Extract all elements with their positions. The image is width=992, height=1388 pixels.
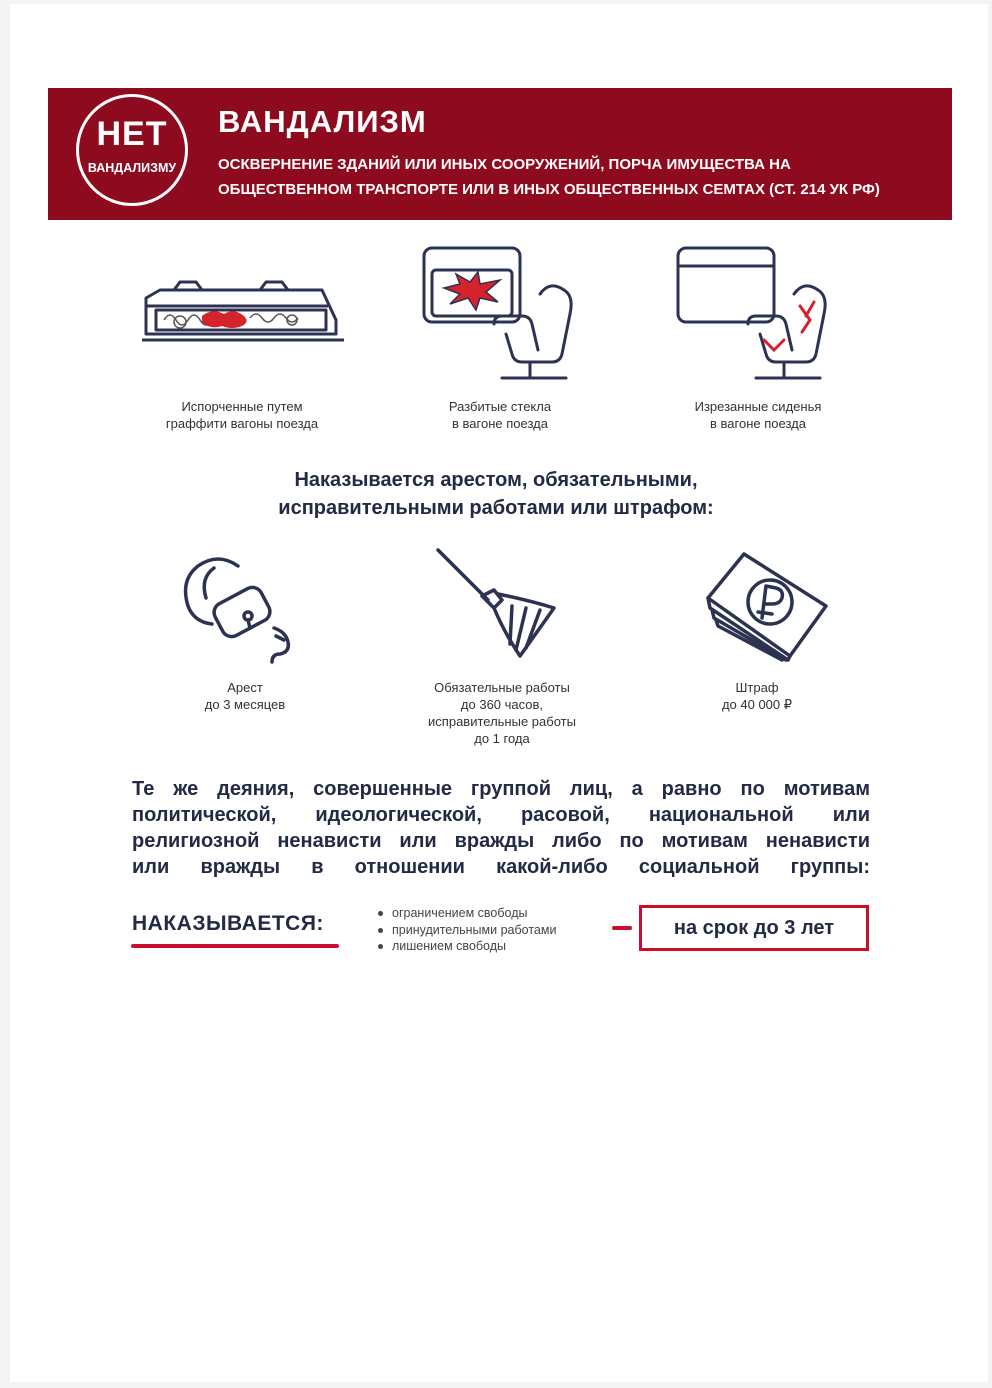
graffiti-train-icon xyxy=(140,270,350,350)
no-vandalism-logo xyxy=(76,94,188,206)
punishment-label: НАКАЗЫВАЕТСЯ: xyxy=(132,912,324,935)
term-box: на срок до 3 лет xyxy=(639,905,869,951)
page-title: ВАНДАЛИЗМ xyxy=(218,104,427,139)
heading-line: исправительными работами или штрафом: xyxy=(278,497,714,519)
broom-icon xyxy=(432,544,562,664)
subtitle-line: ОСКВЕРНЕНИЕ ЗДАНИЙ ИЛИ ИНЫХ СООРУЖЕНИЙ, ПОРЧА ИМУЩЕСТВА НА xyxy=(218,156,791,173)
aggravated-paragraph xyxy=(132,776,870,880)
page-subtitle xyxy=(218,152,938,202)
punishment-caption: Штраф до 40 000 ₽ xyxy=(721,680,793,712)
paragraph-line: политической, идеологической, расовой, национальной или xyxy=(132,804,870,826)
paragraph-line: религиозной ненависти или вражды либо по мотивам ненависти xyxy=(132,830,870,852)
example-caption: Разбитые стекла в вагоне поезда xyxy=(448,399,552,431)
cut-seat-icon xyxy=(674,244,844,384)
connector-dash xyxy=(612,926,632,930)
subtitle-line: ОБЩЕСТВЕННОМ ТРАНСПОРТЕ ИЛИ В ИНЫХ ОБЩЕСТВЕННЫХ СЕМТАХ (СТ. 214 УК РФ) xyxy=(218,181,880,198)
example-caption: Испорченные путем граффити вагоны поезда xyxy=(165,399,319,431)
money-icon xyxy=(704,548,830,662)
punishment-caption: Обязательные работы до 360 часов, исправительные работы до 1 года xyxy=(428,680,576,746)
logo-big-text: НЕТ xyxy=(96,115,168,153)
punishment-caption: Арест до 3 месяцев xyxy=(204,680,286,712)
list-item: ограничением свободы xyxy=(376,905,556,922)
punishment-heading xyxy=(200,466,792,522)
broken-window-seat-icon xyxy=(420,244,590,384)
paragraph-line: Те же деяния, совершенные группой лиц, а равно по мотивам xyxy=(132,778,870,800)
logo-small-text: ВАНДАЛИЗМУ xyxy=(87,161,177,175)
heading-line: Наказывается арестом, обязательными, xyxy=(294,469,698,491)
handcuffs-icon xyxy=(180,550,310,665)
list-item: лишением свободы xyxy=(376,938,556,955)
paragraph-line: или вражды в отношении какой-либо социальной группы: xyxy=(132,856,870,878)
punishment-options-list xyxy=(376,905,556,955)
label-underline xyxy=(131,944,339,948)
list-item: принудительными работами xyxy=(376,922,556,939)
example-caption: Изрезанные сиденья в вагоне поезда xyxy=(694,399,822,431)
